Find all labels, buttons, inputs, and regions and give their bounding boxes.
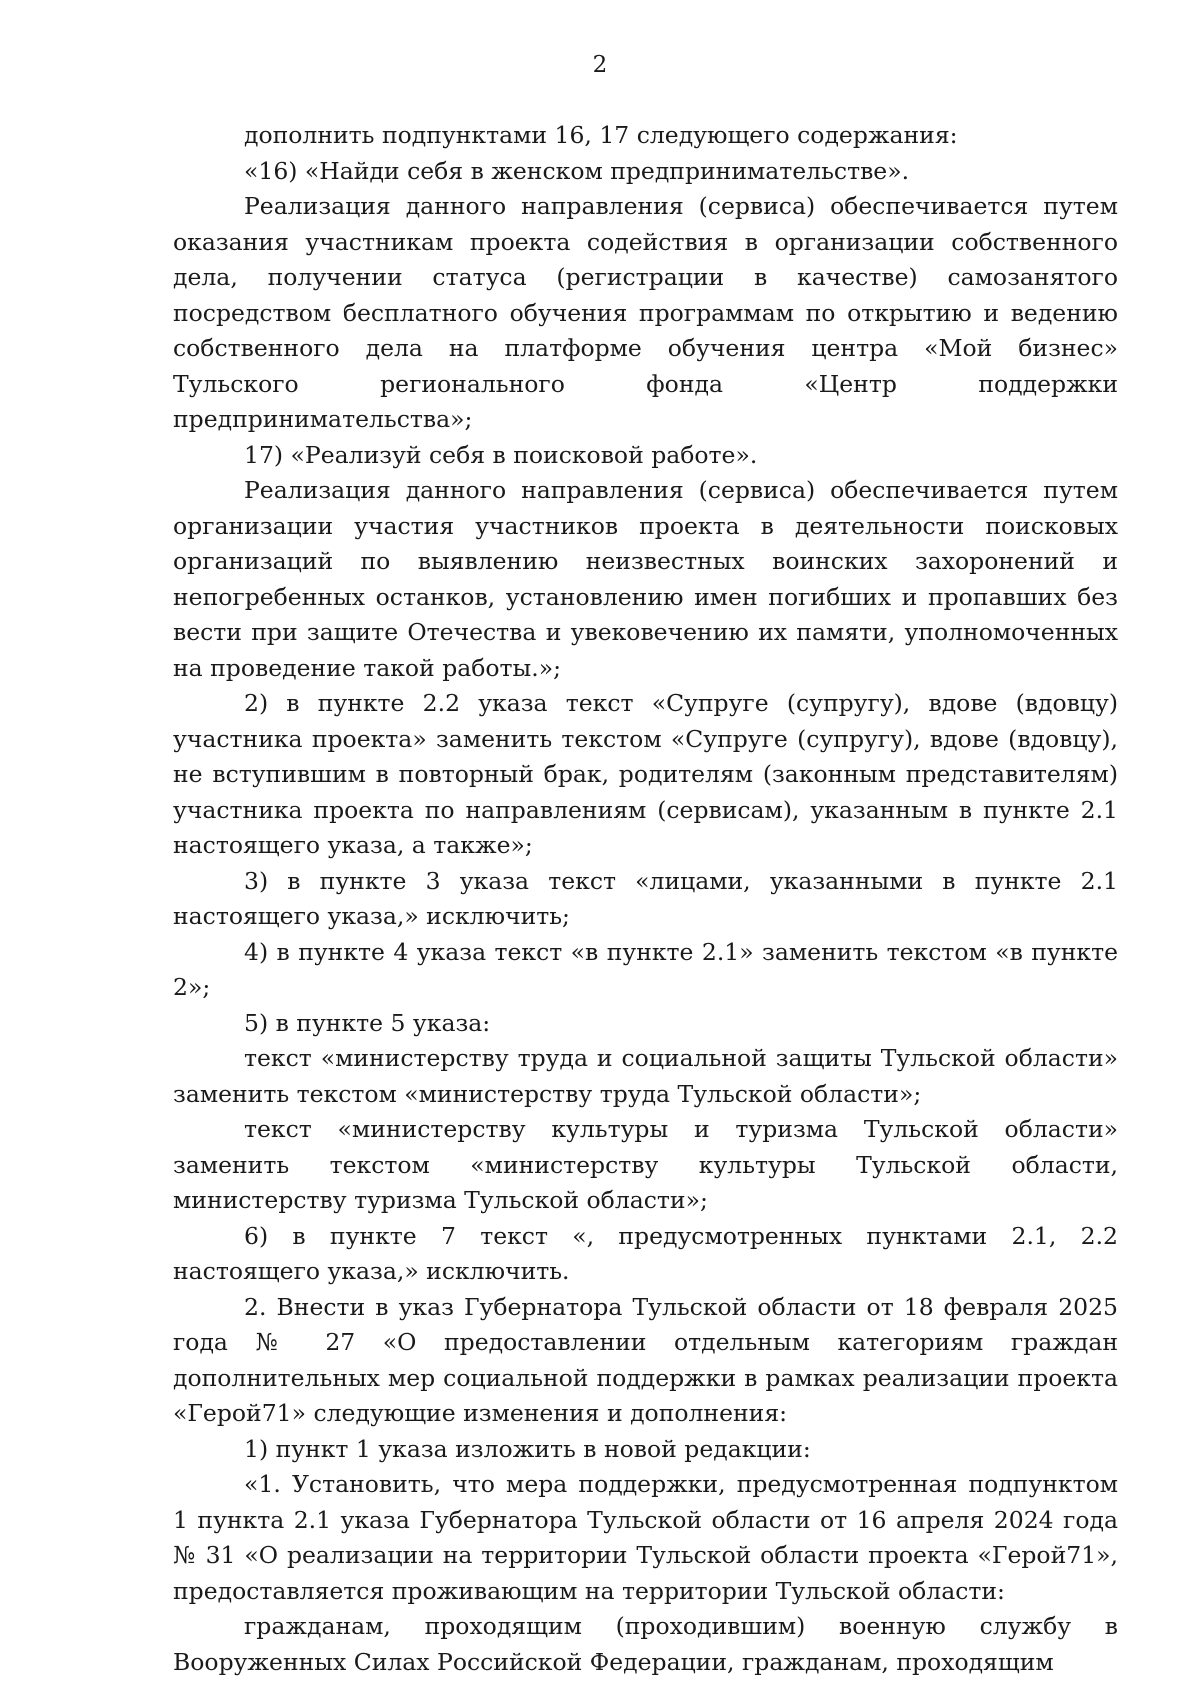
paragraph-item-5-labor: текст «министерству труда и социальной защиты Тульской области» заменить текстом «министерству труда Тульской области»; bbox=[173, 1044, 1118, 1108]
paragraph-section-2-item-1: 1) пункт 1 указа изложить в новой редакции: bbox=[244, 1434, 811, 1463]
paragraph-subitem-16-description: Реализация данного направления (сервиса) обеспечивается путем оказания участникам проекта содействия в организации собственного дела, получении статуса (регистрации в качестве) самозанятого посредством бесплатного обучения программам по открытию и ведению собственного дела на платформе обучения центра «Мой бизнес» Тульского регионального фонда «Центр поддержки предпринимательства»; bbox=[173, 192, 1118, 433]
paragraph-item-5-culture: текст «министерству культуры и туризма Тульской области» заменить текстом «министерству культуры Тульской области, министерству туризма Тульской области»; bbox=[173, 1115, 1118, 1214]
paragraph-add-subitems: дополнить подпунктами 16, 17 следующего содержания: bbox=[244, 121, 958, 149]
paragraph-citizens: гражданам, проходящим (проходившим) военную службу в Вооруженных Силах Российской Федерации, гражданам, проходящим bbox=[173, 1612, 1118, 1676]
paragraph-subitem-16-title: «16) «Найди себя в женском предпринимательстве». bbox=[244, 156, 910, 185]
paragraph-item-7: 6) в пункте 7 текст «, предусмотренных пунктами 2.1, 2.2 настоящего указа,» исключить. bbox=[173, 1221, 1118, 1285]
paragraph-subitem-17-description: Реализация данного направления (сервиса) обеспечивается путем организации участия участников проекта в деятельности поисковых организаций по выявлению неизвестных воинских захоронений и непогребенных останков, установлению имен погибших и пропавших без вести при защите Отечества и увековечению их памяти, уполномоченных на проведение такой работы.»; bbox=[173, 476, 1118, 682]
paragraph-section-2: 2. Внести в указ Губернатора Тульской области от 18 февраля 2025 года № 27 «О предоставлении отдельным категориям граждан дополнительных мер социальной поддержки в рамках реализации проекта «Герой71» следующие изменения и дополнения: bbox=[173, 1292, 1118, 1427]
paragraph-item-5: 5) в пункте 5 указа: bbox=[244, 1008, 491, 1037]
paragraph-item-3: 3) в пункте 3 указа текст «лицами, указанными в пункте 2.1 настоящего указа,» исключить; bbox=[173, 866, 1118, 930]
paragraph-new-item-1: «1. Установить, что мера поддержки, предусмотренная подпунктом 1 пункта 2.1 указа Губернатора Тульской области от 16 апреля 2024 года № 31 «О реализации на территории Тульской области проекта «Герой71», предоставляется проживающим на территории Тульской области: bbox=[173, 1470, 1118, 1605]
page-number: 2 bbox=[592, 52, 608, 78]
document-body bbox=[173, 118, 1118, 1680]
paragraph-item-4: 4) в пункте 4 указа текст «в пункте 2.1» заменить текстом «в пункте 2»; bbox=[173, 937, 1118, 1001]
paragraph-item-2-2: 2) в пункте 2.2 указа текст «Супруге (супругу), вдове (вдовцу) участника проекта» заменить текстом «Супруге (супругу), вдове (вдовцу), не вступившим в повторный брак, родителям (законным представителям) участника проекта по направлениям (сервисам), указанным в пункте 2.1 настоящего указа, а также»; bbox=[173, 689, 1118, 859]
paragraph-subitem-17-title: 17) «Реализуй себя в поисковой работе». bbox=[244, 440, 758, 469]
